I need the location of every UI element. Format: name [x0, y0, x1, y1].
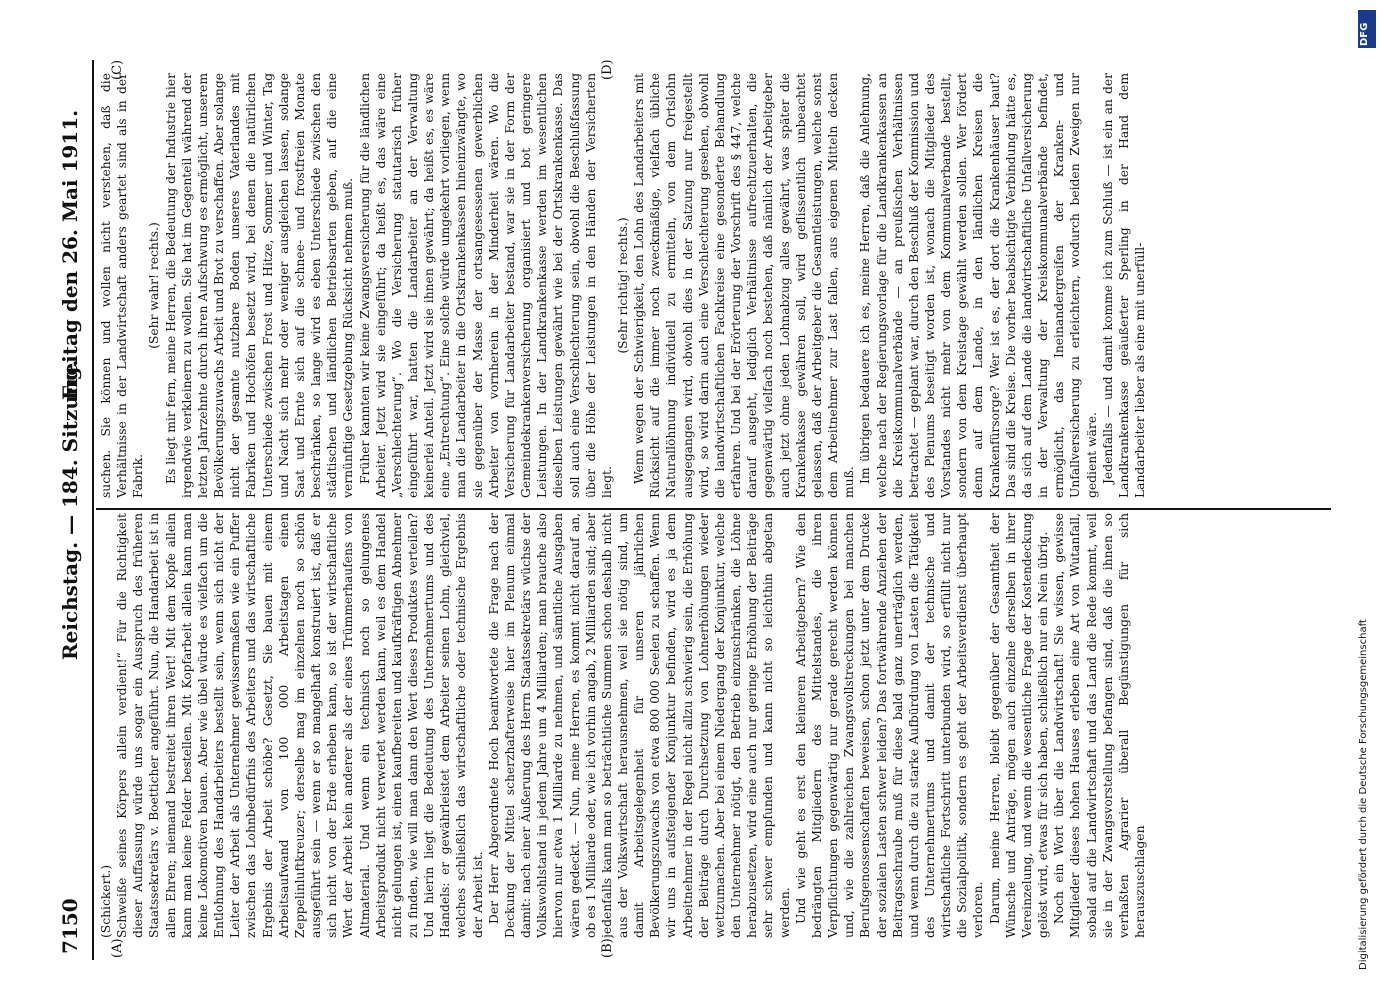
left-text-column — [98, 513, 1328, 938]
session-title: Reichstag. — 184. Sitzung. — [58, 359, 82, 660]
margin-marker-a: (A) — [110, 938, 125, 958]
paragraph: Im übrigen bedauere ich es, meine Herren, daß die Anlehnung, welche nach der Regierungsvorlage für die Landkrankenkassen an die Kreiskommunalverbände — an preußischen Verhältnissen betrachtet — geplant war, durch den Beschluß der Kommission und des Plenums beseitigt worden ist, wonach die Mitglieder des Vorstandes nicht mehr von dem Kommunalverbande bestellt, sondern von dem Kreistage gewählt werden sollen. Wer fördert denn auf dem Lande, in den ländlichen Kreisen die Krankenfürsorge? Wer ist es, der dort die Krankenhäuser baut? Das sind die Kreise. Die vorher beabsichtigte Verbindung hätte es, da sich auf dem Lande die landwirtschaftliche Unfallversicherung in der Verwaltung der Kreiskommunalverbände befindet, ermöglicht, das Ineinandergreifen der Kranken- und Unfallversicherung zu erleichtern, wodurch beiden Zweigen nur gedient wäre. — [858, 73, 1099, 498]
document-page — [40, 60, 1340, 960]
digitization-note — [1356, 10, 1378, 970]
dfg-logo-text: DFG — [1359, 22, 1370, 46]
paragraph: Es liegt mir fern, meine Herren, die Bedeutung der Industrie hier irgendwie verkleinern zu wollen. Sie hat im Gegenteil während der letzten Jahrzehnte durch ihren Aufschwung es ermöglicht, unserem Bevölkerungszuwachs Arbeit und Brot zu verschaffen. Aber solange nicht der gesamte nutzbare Boden unseres Vaterlandes mit Fabriken und Hochöfen besetzt wird, bei denen die natürlichen Unterschiede zwischen Frost und Hitze, Sommer und Winter, Tag und Nacht sich mehr oder weniger ausgleichen lassen, solange Saat und Ernte sich auf die schnee- und frostfreien Monate beschränken, so lange wird es eben Unterschiede zwischen den städtischen und ländlichen Betriebsarten geben, auf die eine vernünftige Gesetzgebung Rücksicht nehmen muß. — [163, 73, 356, 498]
paragraph: Schweiße seines Körpers allein verdient!“ Für die Richtigkeit dieser Auffassung würde uns sogar ein Ausspruch des früheren Staatssekretärs v. Boetticher angeführt. Nun, die Handarbeit ist in allen Ehren; niemand bestreitet ihren Wert! Mit dem Kopfe allein kann man keine Felder bestellen. Mit Kopfarbeit allein kann man keine Lokomotiven bauen. Aber wie übel würde es vielfach um die Entlohnung des Handarbeiters bestellt sein, wenn sich nicht der Leiter der Arbeit als Unternehmer gewissermaßen wie ein Puffer zwischen das Lohnbedürfnis des Arbeiters und das wirtschaftliche Ergebnis der Arbeit schöbe? Gesetzt, Sie bauen mit einem Arbeitsaufwand von 100 000 Arbeitstagen einen Zeppelinluftkreuzer; derselbe mag im einzelnen noch so schön ausgeführt sein — wenn er so mangelhaft konstruiert ist, daß er sich nicht von der Erde erheben kann, so ist der wirtschaftliche Wert der Arbeit kein anderer als der eines Trümmerhaufens von Altmaterial. Und wenn ein technisch noch so gelungenes Arbeitsprodukt nicht verwertet werden kann, weil es dem Handel nicht gelungen ist, einen kaufbereiten und kaufkräftigen Abnehmer zu finden, wie will man dann den Wert dieses Produktes verteilen? Und hierin liegt die Bedeutung des Unternehmertums und des Handels: er gewährleistet dem Arbeiter seinen Lohn, gleichviel, welches schließlich das wirtschaftliche oder technische Ergebnis der Arbeit ist. — [115, 513, 485, 938]
paragraph: Jedenfalls — und damit komme ich zum Schluß — ist ein an der Landkrankenkasse geäußerter Sperling in der Hand dem Landarbeiter lieber als eine mit unerfüll- — [1100, 73, 1147, 498]
digitization-note-text: Digitalisierung gefördert durch die Deutsche Forschungsgemeinschaft — [1358, 619, 1369, 970]
running-header — [58, 60, 88, 960]
column-divider — [96, 508, 1331, 510]
paragraph: Und wie geht es erst den kleineren Arbeitgebern? Wie den bedrängten Mitgliedern des Mittelstandes, die ihren Verpflichtungen gegenwärtig nur gerade gerecht werden können und, wie die zahlreichen Zwangsvollstreckungen bei manchen Berufsgenossenschaften beweisen, schon jetzt unter dem Drucke der sozialen Lasten schwer leiden? Das fortwährende Anziehen der Beitragsschraube muß für diese bald ganz unerträglich werden, und wenn durch die zu starke Aufbürdung von Lasten die Tätigkeit des Unternehmertums und damit der technische und wirtschaftliche Fortschritt unterbunden wird, so erfüllt nicht nur die Sozialpolitik, sondern es geht der Arbeitsverdienst überhaupt verloren. — [793, 513, 986, 938]
paragraph: Der Herr Abgeordnete Hoch beantwortete die Frage nach der Deckung der Mittel scherzhafterweise hier im Plenum einmal damit: nach einer Äußerung des Herrn Staatssekretärs wüchse der Volkswohlstand in jedem Jahre um 4 Milliarden; man brauche also hiervon nur etwa 1 Milliarde zu nehmen, und sämtliche Ausgaben wären gedeckt. — Nun, meine Herren, es kommt nicht darauf an, ob es 1 Milliarde oder, wie ich vorhin angab, 2 Milliarden sind; aber jedenfalls kann man so beträchtliche Summen schon deshalb nicht aus der Volkswirtschaft herausnehmen, weil sie nötig sind, um damit Arbeitsgelegenheit für unseren jährlichen Bevölkerungszuwachs von etwa 800 000 Seelen zu schaffen. Wenn wir uns in aufsteigender Konjunktur befinden, wird es ja dem Arbeitnehmer in der Regel nicht allzu schwierig sein, die Erhöhung der Beiträge durch Durchsetzung von Lohnerhöhungen wieder wettzumachen. Aber bei einem Niedergang der Konjunktur, welche den Unternehmer nötigt, den Betrieb einzuschränken, die Löhne herabzusetzen, wird eine auch nur geringe Erhöhung der Beiträge sehr schwer empfunden und kann nicht so leichthin abgetan werden. — [486, 513, 792, 938]
paragraph: suchen. Sie können und wollen nicht verstehen, daß die Verhältnisse in der Landwirtschaft anders geartet sind als in der Fabrik. — [99, 73, 146, 498]
paragraph: Früher kannten wir keine Zwangsversicherung für die ländlichen Arbeiter. Jetzt wird sie eingeführt; da heißt es, das wäre eine „Verschlechterung“. Wo die Versicherung statutarisch früher eingeführt war, hatten die Landarbeiter an der Verwaltung keinerlei Anteil. Jetzt wird sie ihnen gewährt; da heißt es, es wäre eine „Entrechtung“. Eine solche würde umgekehrt vorliegen, wenn man die Landarbeiter in die Ortskrankenkassen hineinzwängte, wo sie gegenüber der Masse der ortsangesessenen gewerblichen Arbeiter von vornherein in der Minderheit wären. Wo die Versicherung für Landarbeiter bestand, war sie in der Form der Gemeindekrankenversicherung organisiert und bot geringere Leistungen. In der Landkrankenkasse werden im wesentlichen dieselben Leistungen gewährt wie bei der Ortskrankenkasse. Das soll auch eine Verschlechterung sein, obwohl die Beschlußfassung über die Höhe der Leistungen in den Händen der Versicherten liegt. — [357, 73, 614, 498]
page-number: 7150 — [58, 898, 82, 954]
paragraph: (Sehr wahr! rechts.) — [147, 222, 162, 349]
margin-marker-c: (C) — [110, 59, 125, 80]
header-rule — [92, 60, 94, 960]
margin-marker-d: (D) — [600, 59, 615, 80]
paragraph: Wenn wegen der Schwierigkeit, den Lohn des Landarbeiters mit Rücksicht auf die immer noch zweckmäßige, vielfach übliche Naturallöhnung individuell zu ermitteln, von dem Ortslohn ausgegangen wird, obwohl dies in der Satzung nur freigestellt wird, so wird darin auch eine Verschlechterung gesehen, obwohl die landwirtschaftlichen Fachkreise eine gesonderte Behandlung erfahren. Und bei der Erörterung der Vorschrift des § 447, welche darauf ausgeht, lediglich Verhältnisse aufrechtzuerhalten, die gegenwärtig vielfach noch bestehen, daß nämlich der Arbeitgeber auch jetzt ohne jeden Lohnabzug alles gewährt, was später die Krankenkasse gewähren soll, wird geflissentlich unbeachtet gelassen, daß der Arbeitgeber die Gesamtleistungen, welche sonst dem Arbeitnehmer zur Last fallen, aus eigenen Mitteln decken muß. — [632, 73, 857, 498]
dfg-logo — [1358, 10, 1376, 48]
paragraph: Darum, meine Herren, bleibt gegenüber der Gesamtheit der Wünsche und Anträge, mögen auch einzelne derselben in ihrer Vereinzelung, und wenn die wesentliche Frage der Kostendeckung gelöst wird, etwas für sich haben, schließlich nur ein Nein übrig. — [987, 513, 1051, 938]
paragraph: (Schickert.) — [99, 864, 113, 938]
right-text-column — [98, 73, 1328, 498]
paragraph: (Sehr richtig! rechts.) — [616, 217, 630, 354]
session-date: Freitag den 26. Mai 1911. — [58, 109, 82, 400]
margin-marker-b: (B) — [600, 938, 615, 958]
paragraph: Noch ein Wort über die Landwirtschaft! Sie wissen, gewisse Mitglieder dieses hohen Hauses erleben eine Art von Wutanfall, sobald auf die Landwirtschaft und das Land die Rede kommt, weil sie in der Zwangsvorstellung befangen sind, daß die ihnen so verhaßten Agrarier überall Begünstigungen für sich herauszuschlagen — [1052, 513, 1147, 938]
